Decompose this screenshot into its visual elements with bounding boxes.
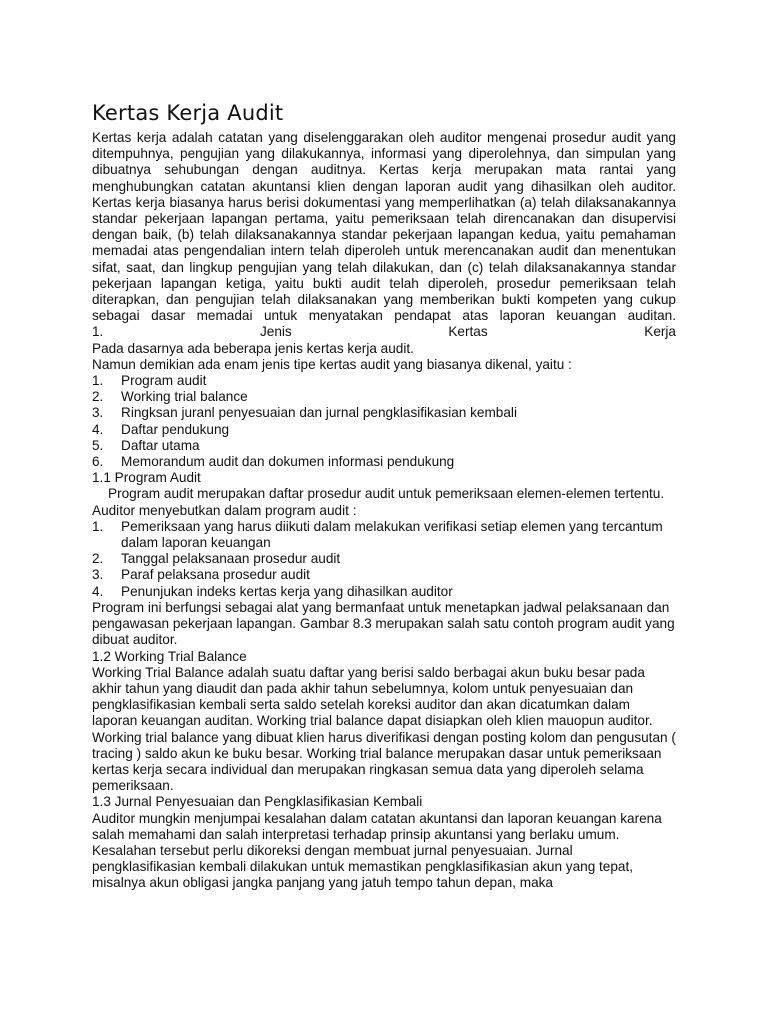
list-item: 4. Penunjukan indeks kertas kerja yang dihasilkan auditor bbox=[92, 583, 453, 599]
list-item: 1. Pemeriksaan yang harus diikuti dalam melakukan verifikasi setiap elemen yang tercantum dalam laporan keuangan bbox=[92, 518, 663, 551]
paragraph-definition: Kertas kerja adalah catatan yang diselenggarakan oleh auditor mengenai prosedur audit yang ditempuhnya, pengujian yang dilakukannya, informasi yang diperolehnya, dan simpulan yang dibuatnya sehubungan dengan auditnya. Kertas kerja merupakan mata rantai yang menghubungkan catatan akuntansi klien dengan laporan audit yang dihasilkan oleh auditor. bbox=[92, 130, 676, 194]
paragraph-enam-jenis: Namun demikian ada enam jenis tipe kertas audit yang biasanya dikenal, yaitu : bbox=[92, 356, 572, 372]
paragraph-program-audit: Program audit merupakan daftar prosedur audit untuk pemeriksaan elemen-elemen tertentu. bbox=[108, 486, 665, 502]
document-title: Kertas Kerja Audit bbox=[92, 101, 284, 125]
heading-program-audit: 1.1 Program Audit bbox=[92, 470, 201, 486]
list-item: 3. Ringksan juranl penyesuaian dan jurnal pengklasifikasian kembali bbox=[92, 405, 517, 421]
paragraph-contents: Kertas kerja biasanya harus berisi dokumentasi yang memperlihatkan (a) telah dilaksanakannya standar pekerjaan lapangan pertama, yaitu pemeriksaan telah direncanakan dan disupervisi dengan baik, (b) telah dilaksanakannya standar pekerjaan lapangan kedua, yaitu pemahaman memadai atas pengendalian intern telah diperoleh untuk merencanakan audit dan menentukan sifat, saat, dan lingkup pengujian yang telah dilakukan, dan (c) telah dilaksanakannya standar pekerjaan lapangan ketiga, yaitu bukti audit telah diperoleh, prosedur pemeriksaan telah diterapkan, dan pengujian telah dilaksanakan yang memberikan bukti kompeten yang cukup sebagai dasar memadai untuk menyatakan pendapat atas laporan keuangan auditan. bbox=[92, 194, 676, 324]
paragraph-auditor-menyebutkan: Auditor menyebutkan dalam program audit : bbox=[92, 502, 357, 518]
paragraph-jenis-intro: Pada dasarnya ada beberapa jenis kertas kerja audit. bbox=[92, 340, 414, 356]
list-item: 2. Tanggal pelaksanaan prosedur audit bbox=[92, 551, 341, 567]
heading-jenis-kertas-kerja: 1. Jenis Kertas Kerja bbox=[92, 324, 676, 340]
list-item: 4. Daftar pendukung bbox=[92, 421, 230, 437]
list-item: 5. Daftar utama bbox=[92, 437, 200, 453]
list-item: 1. Program audit bbox=[92, 373, 207, 389]
list-item: 3. Paraf pelaksana prosedur audit bbox=[92, 567, 310, 583]
heading-working-trial-balance: 1.2 Working Trial Balance bbox=[92, 648, 247, 664]
paragraph-working-trial-balance: Working Trial Balance adalah suatu daftar yang berisi saldo berbagai akun buku besar pada akhir tahun yang diaudit dan pada akhir tahun sebelumnya, kolom untuk penyesuaian dan pengklasifikasian kembali serta saldo setelah koreksi auditor dan akan dicatumkan dalam laporan keuangan auditan. Working trial balance dapat disiapkan oleh klien mauopun auditor. Working trial balance yang dibuat klien harus diverifikasi dengan posting kolom dan pengusutan ( tracing ) saldo akun ke buku besar. Working trial balance merupakan dasar untuk pemeriksaan kertas kerja secara individual dan merupakan ringkasan semua data yang diperoleh selama pemeriksaan. bbox=[92, 664, 676, 794]
paragraph-jurnal-penyesuaian: Auditor mungkin menjumpai kesalahan dalam catatan akuntansi dan laporan keuangan karena salah memahami dan salah interpretasi terhadap prinsip akuntansi yang berlaku umum. Kesalahan tersebut perlu dikoreksi dengan membuat jurnal penyesuaian. Jurnal pengklasifikasian kembali dilakukan untuk memastikan pengklasifikasian akun yang tepat, misalnya akun obligasi jangka panjang yang jatuh tempo tahun depan, maka bbox=[92, 810, 662, 891]
heading-jurnal-penyesuaian: 1.3 Jurnal Penyesuaian dan Pengklasifikasian Kembali bbox=[92, 794, 423, 810]
list-item: 6. Memorandum audit dan dokumen informasi pendukung bbox=[92, 454, 455, 470]
list-program-audit bbox=[92, 519, 676, 600]
document-page bbox=[92, 100, 676, 892]
list-jenis-kertas-kerja bbox=[92, 373, 676, 470]
paragraph-program-fungsi: Program ini berfungsi sebagai alat yang bermanfaat untuk menetapkan jadwal pelaksanaan dan pengawasan pekerjaan lapangan. Gambar 8.3 merupakan salah satu contoh program audit yang dibuat auditor. bbox=[92, 599, 675, 648]
list-item: 2. Working trial balance bbox=[92, 389, 248, 405]
